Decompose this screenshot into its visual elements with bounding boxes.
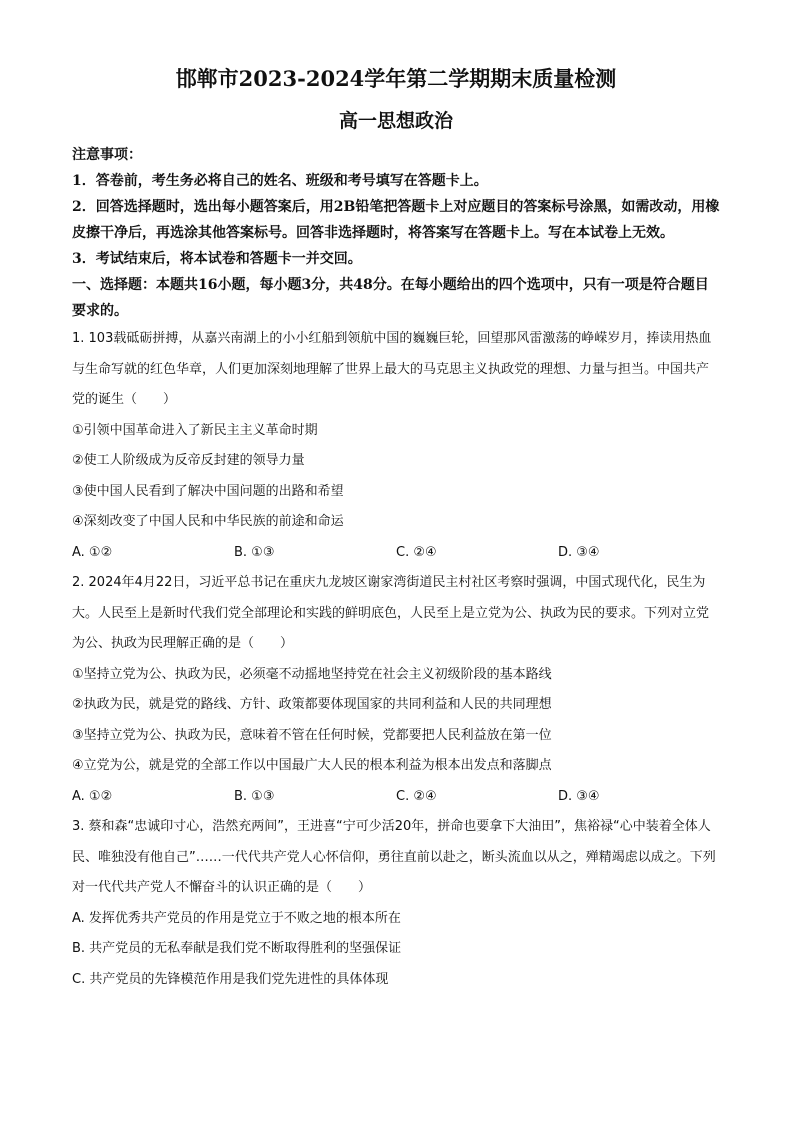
exam-page (72, 62, 720, 995)
option-a: A. 发挥优秀共产党员的作用是党立于不败之地的根本所在 (72, 910, 401, 926)
option-c: C. ②④ (396, 544, 437, 560)
statement: ③使中国人民看到了解决中国问题的出路和希望 (72, 483, 344, 499)
question-1 (72, 324, 720, 568)
page-title: 邯郸市2023-2024学年第二学期期末质量检测 (175, 66, 617, 91)
option-b: B. 共产党员的无私奉献是我们党不断取得胜利的坚强保证 (72, 941, 402, 956)
answer-options (72, 782, 720, 813)
notice-item: 2．回答选择题时，选出每小题答案后，用2B铅笔把答题卡上对应题目的答案标号涂黑，如需改动，用橡皮擦干净后，再选涂其他答案标号。回答非选择题时，将答案写在答题卡上。写在本试卷上无效。 (72, 199, 720, 241)
notice-item: 3．考试结束后，将本试卷和答题卡一并交回。 (72, 251, 362, 267)
option-b: B. ①③ (234, 544, 275, 560)
option-c: C. ②④ (396, 788, 437, 804)
notice-heading: 注意事项： (72, 147, 142, 163)
option-b: B. ①③ (234, 788, 275, 804)
question-3 (72, 812, 720, 995)
option-d: D. ③④ (558, 788, 600, 804)
statement: ②执政为民，就是党的路线、方针、政策都要体现国家的共同利益和人民的共同理想 (72, 697, 552, 712)
statement: ①坚持立党为公、执政为民，必须毫不动摇地坚持党在社会主义初级阶段的基本路线 (72, 666, 552, 682)
question-stem: 1. 103载砥砺拼搏，从嘉兴南湖上的小小红船到领航中国的巍巍巨轮，回望那风雷激荡的峥嵘岁月，捧读用热血与生命写就的红色华章，人们更加深刻地理解了世界上最大的马克思主义执政党的理想、力量与担当。中国共产党的诞生（ ） (72, 331, 712, 407)
option-c: C. 共产党员的先锋模范作用是我们党先进性的具体体现 (72, 971, 389, 987)
page-subtitle: 高一思想政治 (338, 110, 453, 132)
answer-options (72, 538, 720, 569)
statement: ③坚持立党为公、执政为民，意味着不管在任何时候，党都要把人民利益放在第一位 (72, 727, 552, 743)
question-2 (72, 568, 720, 812)
question-stem: 2. 2024年4月22日，习近平总书记在重庆九龙坡区谢家湾街道民主村社区考察时强调，中国式现代化，民生为大。人民至上是新时代我们党全部理论和实践的鲜明底色，人民至上是立党为公、执政为民的要求。下列对立党为公、执政为民理解正确的是（ ） (72, 575, 710, 651)
statement: ①引领中国革命进入了新民主主义革命时期 (72, 422, 318, 438)
statement: ④立党为公，就是党的全部工作以中国最广大人民的根本利益为根本出发点和落脚点 (72, 758, 552, 773)
notice-block (72, 142, 720, 272)
question-stem: 3. 蔡和森“忠诚印寸心，浩然充两间”，王进喜“宁可少活20年，拼命也要拿下大油田”，焦裕禄“心中装着全体人民、唯独没有他自己”……一代代共产党人心怀信仰，勇往直前以赴之，断头流血以从之，殚精竭虑以成之。下列对一代代共产党人不懈奋斗的认识正确的是（ ） (72, 819, 716, 895)
notice-item: 1．答卷前，考生务必将自己的姓名、班级和考号填写在答题卡上。 (72, 173, 488, 189)
statement: ④深刻改变了中国人民和中华民族的前途和命运 (72, 514, 344, 529)
option-a: A. ①② (72, 544, 113, 560)
option-a: A. ①② (72, 788, 113, 804)
option-d: D. ③④ (558, 544, 600, 560)
section-heading: 一、选择题：本题共16小题，每小题3分，共48分。在每小题给出的四个选项中，只有一项是符合题目要求的。 (72, 277, 709, 319)
statement: ②使工人阶级成为反帝反封建的领导力量 (72, 453, 305, 468)
